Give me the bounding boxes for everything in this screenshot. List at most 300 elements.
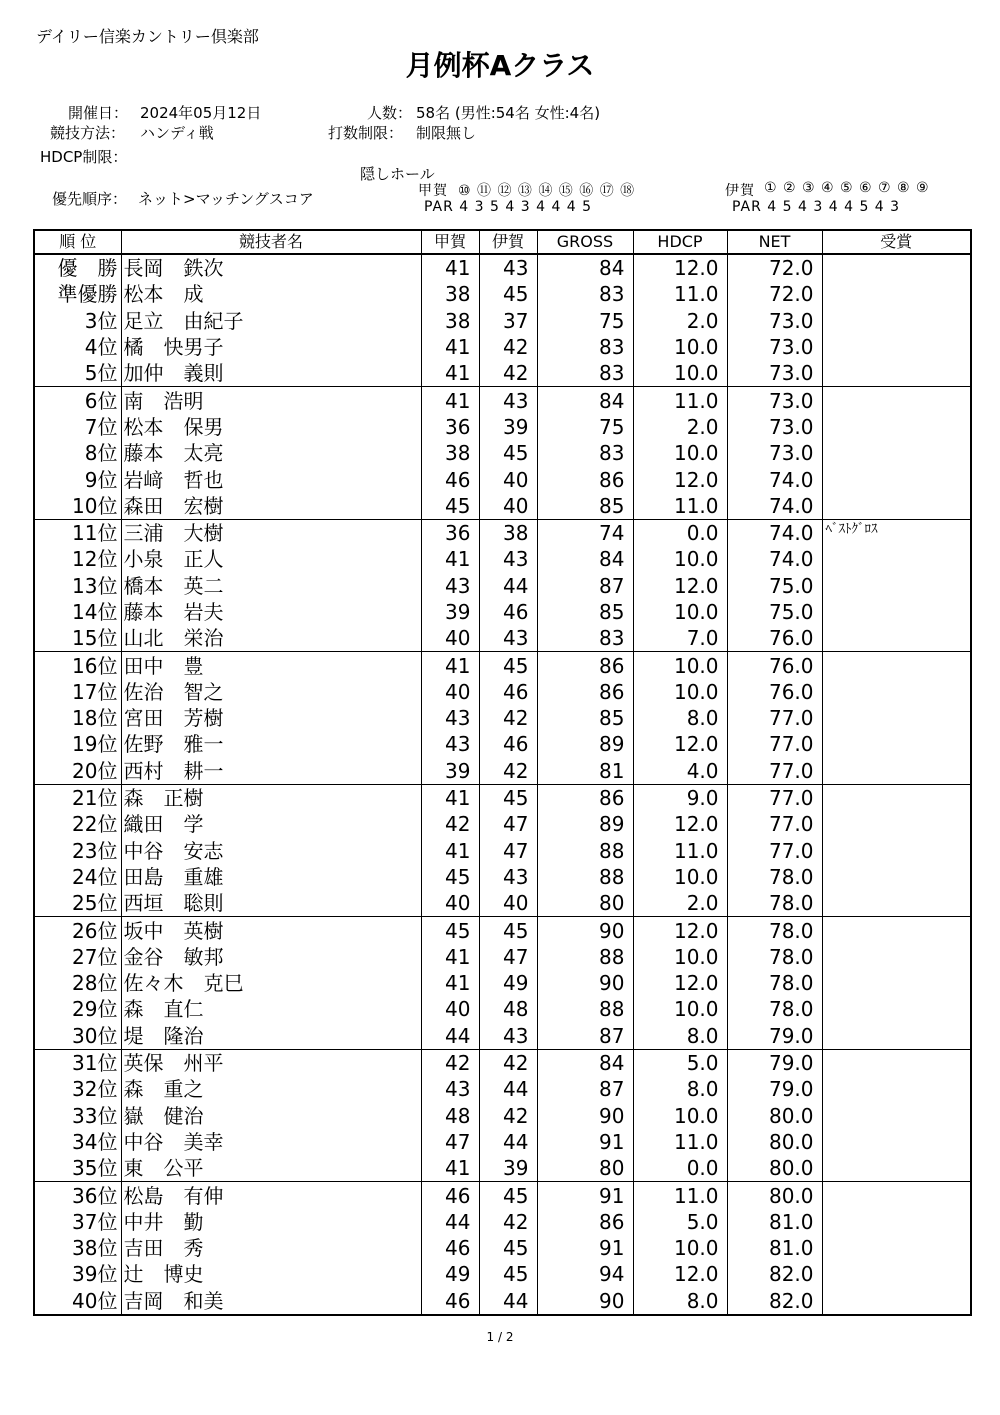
col-rank: 順 位 (34, 230, 121, 254)
cell-net: 78.0 (727, 996, 822, 1022)
table-row (34, 652, 971, 679)
priority-value: ネット>マッチングスコア (138, 190, 314, 208)
cell-gross: 88 (537, 944, 633, 970)
table-row (34, 917, 971, 944)
cell-rank: 29位 (72, 997, 118, 1022)
cell-kouga: 41 (421, 334, 479, 360)
table-row (34, 1261, 971, 1287)
cell-rank: 5位 (34, 360, 121, 387)
cell-net: 73.0 (727, 414, 822, 440)
cell-kouga: 42 (421, 811, 479, 837)
cell-net: 78.0 (727, 864, 822, 890)
cell-net: 78.0 (727, 970, 822, 996)
cell-net: 73.0 (727, 387, 822, 414)
cell-rank: 8位 (84, 441, 118, 466)
cell-hdcp: 12.0 (633, 254, 727, 281)
cell-name: 嶽 健治 (121, 1103, 421, 1129)
cell-rank: 31位 (72, 1051, 118, 1076)
cell-gross: 80 (537, 1155, 633, 1182)
cell-gross: 91 (537, 1235, 633, 1261)
cell-iga: 47 (479, 944, 537, 970)
cell-iga: 42 (479, 758, 537, 785)
cell-net: 82.0 (727, 1288, 822, 1315)
cell-iga: 47 (479, 838, 537, 864)
cell-net: 73.0 (727, 334, 822, 360)
cell-kouga: 43 (421, 573, 479, 599)
cell-name: 英保 州平 (121, 1049, 421, 1076)
cell-gross: 81 (537, 758, 633, 785)
cell-gross: 88 (537, 996, 633, 1022)
cell-award (822, 970, 971, 996)
cell-hdcp: 10.0 (633, 944, 727, 970)
cell-name: 織田 学 (121, 811, 421, 837)
cell-iga: 42 (479, 360, 537, 387)
cell-name: 橘 快男子 (121, 334, 421, 360)
cell-rank: 15位 (34, 625, 121, 652)
table-row (34, 838, 971, 864)
cell-name: 橋本 英二 (121, 573, 421, 599)
cell-gross: 83 (537, 281, 633, 307)
cell-rank: 26位 (72, 918, 118, 943)
cell-iga: 38 (479, 519, 537, 546)
cell-award (822, 599, 971, 625)
cell-kouga: 38 (421, 308, 479, 334)
cell-kouga: 40 (421, 996, 479, 1022)
cell-gross: 74 (537, 519, 633, 546)
cell-rank: 19位 (72, 732, 118, 757)
limit-label: 打数制限： (328, 124, 404, 142)
cell-name: 吉岡 和美 (121, 1288, 421, 1315)
cell-kouga: 45 (421, 864, 479, 890)
cell-award (822, 466, 971, 492)
cell-hdcp: 4.0 (633, 758, 727, 785)
cell-rank: 22位 (72, 812, 118, 837)
table-row (34, 599, 971, 625)
iga-label: 伊賀 (725, 183, 755, 199)
cell-name: 中谷 美幸 (121, 1129, 421, 1155)
cell-hdcp: 12.0 (633, 466, 727, 492)
cell-name: 松島 有伸 (121, 1182, 421, 1209)
cell-name: 西村 耕一 (121, 758, 421, 785)
cell-rank: 33位 (72, 1103, 118, 1128)
cell-net: 77.0 (727, 758, 822, 785)
cell-iga: 42 (479, 334, 537, 360)
cell-name: 田島 重雄 (121, 864, 421, 890)
table-row (34, 1209, 971, 1235)
cell-hdcp: 11.0 (633, 387, 727, 414)
cell-gross: 90 (537, 1288, 633, 1315)
cell-iga: 43 (479, 546, 537, 572)
cell-name: 三浦 大樹 (121, 519, 421, 546)
cell-name: 坂中 英樹 (121, 917, 421, 944)
cell-name: 長岡 鉄次 (121, 254, 421, 281)
cell-net: 77.0 (727, 784, 822, 811)
table-row (34, 440, 971, 466)
table-row (34, 731, 971, 757)
cell-kouga: 41 (421, 970, 479, 996)
cell-gross: 86 (537, 652, 633, 679)
cell-hdcp: 12.0 (633, 811, 727, 837)
cell-hdcp: 10.0 (633, 864, 727, 890)
cell-award (822, 864, 971, 890)
table-row (34, 387, 971, 414)
cell-kouga: 41 (421, 784, 479, 811)
cell-hdcp: 10.0 (633, 1235, 727, 1261)
cell-rank: 準優勝 (57, 282, 118, 307)
cell-net: 74.0 (727, 546, 822, 572)
cell-hdcp: 12.0 (633, 970, 727, 996)
cell-rank: 20位 (34, 758, 121, 785)
cell-gross: 84 (537, 546, 633, 572)
cell-net: 74.0 (727, 466, 822, 492)
date-value: 2024年05月12日 (140, 104, 262, 122)
cell-iga: 46 (479, 679, 537, 705)
table-row (34, 360, 971, 387)
table-row (34, 1155, 971, 1182)
cell-gross: 83 (537, 440, 633, 466)
cell-hdcp: 10.0 (633, 440, 727, 466)
hdcp-limit-label: HDCP制限： (40, 148, 128, 166)
cell-net: 79.0 (727, 1023, 822, 1050)
cell-kouga: 39 (421, 599, 479, 625)
cell-hdcp: 11.0 (633, 493, 727, 520)
cell-gross: 85 (537, 599, 633, 625)
cell-kouga: 44 (421, 1023, 479, 1050)
cell-name: 加仲 義則 (121, 360, 421, 387)
cell-rank: 37位 (72, 1209, 118, 1234)
table-row (34, 970, 971, 996)
cell-gross: 88 (537, 838, 633, 864)
cell-hdcp: 11.0 (633, 1129, 727, 1155)
cell-iga: 43 (479, 625, 537, 652)
cell-iga: 43 (479, 387, 537, 414)
cell-award (822, 1049, 971, 1076)
cell-rank: 23位 (72, 838, 118, 863)
cell-iga: 42 (479, 1049, 537, 1076)
table-row (34, 811, 971, 837)
cell-hdcp: 7.0 (633, 625, 727, 652)
cell-rank: 10位 (34, 493, 121, 520)
table-row (34, 1182, 971, 1209)
cell-kouga: 43 (421, 1076, 479, 1102)
cell-award (822, 811, 971, 837)
cell-award (822, 838, 971, 864)
cell-iga: 40 (479, 466, 537, 492)
cell-net: 75.0 (727, 573, 822, 599)
cell-kouga: 39 (421, 758, 479, 785)
cell-rank: 18位 (72, 706, 118, 731)
cell-rank: 40位 (72, 1288, 118, 1313)
cell-rank: 32位 (72, 1077, 118, 1102)
cell-gross: 84 (537, 1049, 633, 1076)
cell-rank: 36位 (72, 1183, 118, 1208)
cell-net: 74.0 (727, 493, 822, 520)
cell-rank: 7位 (84, 414, 118, 439)
page-title: 月例杯Aクラス (405, 49, 595, 82)
cell-award (822, 1076, 971, 1102)
cell-name: 森 直仁 (121, 996, 421, 1022)
cell-gross: 86 (537, 679, 633, 705)
cell-iga: 45 (479, 917, 537, 944)
cell-hdcp: 0.0 (633, 1155, 727, 1182)
cell-award (822, 758, 971, 785)
cell-award (822, 281, 971, 307)
table-row (34, 1076, 971, 1102)
table-row (34, 758, 971, 785)
cell-iga: 45 (479, 1182, 537, 1209)
cell-kouga: 47 (421, 1129, 479, 1155)
cell-name: 足立 由紀子 (121, 308, 421, 334)
cell-gross: 88 (537, 864, 633, 890)
method-label: 競技方法： (50, 124, 126, 142)
cell-iga: 45 (479, 440, 537, 466)
cell-gross: 86 (537, 784, 633, 811)
cell-net: 82.0 (727, 1261, 822, 1287)
cell-net: 76.0 (727, 679, 822, 705)
table-row (34, 944, 971, 970)
cell-award (822, 784, 971, 811)
table-row (34, 784, 971, 811)
cell-hdcp: 10.0 (633, 599, 727, 625)
page-number: 1 / 2 (486, 1330, 514, 1344)
cell-iga: 37 (479, 308, 537, 334)
cell-award (822, 890, 971, 917)
cell-name: 藤本 太亮 (121, 440, 421, 466)
cell-net: 76.0 (727, 652, 822, 679)
table-row (34, 890, 971, 917)
cell-rank: 34位 (72, 1129, 118, 1154)
cell-award (822, 493, 971, 520)
cell-iga: 49 (479, 970, 537, 996)
cell-hdcp: 10.0 (633, 334, 727, 360)
cell-kouga: 41 (421, 387, 479, 414)
cell-gross: 89 (537, 811, 633, 837)
cell-gross: 90 (537, 917, 633, 944)
cell-hdcp: 5.0 (633, 1049, 727, 1076)
cell-gross: 83 (537, 334, 633, 360)
cell-name: 小泉 正人 (121, 546, 421, 572)
cell-name: 藤本 岩夫 (121, 599, 421, 625)
col-iga: 伊賀 (479, 230, 537, 254)
cell-kouga: 46 (421, 1235, 479, 1261)
table-row (34, 1103, 971, 1129)
cell-iga: 46 (479, 731, 537, 757)
cell-gross: 83 (537, 625, 633, 652)
cell-net: 72.0 (727, 281, 822, 307)
col-hdcp: HDCP (633, 230, 727, 254)
cell-hdcp: 10.0 (633, 652, 727, 679)
cell-hdcp: 12.0 (633, 731, 727, 757)
cell-award (822, 1103, 971, 1129)
cell-rank: 6位 (84, 388, 118, 413)
cell-net: 78.0 (727, 917, 822, 944)
cell-iga: 40 (479, 493, 537, 520)
cell-iga: 42 (479, 1103, 537, 1129)
cell-award (822, 705, 971, 731)
cell-rank: 35位 (34, 1155, 121, 1182)
cell-hdcp: 8.0 (633, 1076, 727, 1102)
table-row (34, 1129, 971, 1155)
cell-award (822, 1235, 971, 1261)
cell-net: 79.0 (727, 1076, 822, 1102)
cell-net: 77.0 (727, 705, 822, 731)
cell-award (822, 944, 971, 970)
cell-net: 77.0 (727, 838, 822, 864)
cell-kouga: 49 (421, 1261, 479, 1287)
cell-gross: 84 (537, 254, 633, 281)
cell-net: 73.0 (727, 308, 822, 334)
cell-iga: 43 (479, 864, 537, 890)
cell-gross: 80 (537, 890, 633, 917)
cell-kouga: 46 (421, 1288, 479, 1315)
cell-iga: 44 (479, 1076, 537, 1102)
cell-hdcp: 10.0 (633, 679, 727, 705)
cell-award (822, 652, 971, 679)
cell-hdcp: 9.0 (633, 784, 727, 811)
cell-rank: 25位 (34, 890, 121, 917)
cell-iga: 48 (479, 996, 537, 1022)
cell-rank: 21位 (72, 786, 118, 811)
kouga-par: PAR 4 3 5 4 3 4 4 4 5 (424, 199, 593, 215)
cell-net: 74.0 (727, 519, 822, 546)
cell-kouga: 40 (421, 625, 479, 652)
cell-gross: 91 (537, 1182, 633, 1209)
cell-rank: 9位 (84, 467, 118, 492)
cell-hdcp: 10.0 (633, 1103, 727, 1129)
cell-iga: 45 (479, 1261, 537, 1287)
cell-kouga: 41 (421, 360, 479, 387)
cell-gross: 89 (537, 731, 633, 757)
cell-iga: 44 (479, 573, 537, 599)
cell-award (822, 308, 971, 334)
cell-award (822, 360, 971, 387)
table-row (34, 254, 971, 281)
cell-kouga: 43 (421, 705, 479, 731)
cell-net: 77.0 (727, 811, 822, 837)
table-row (34, 705, 971, 731)
cell-kouga: 44 (421, 1209, 479, 1235)
cell-hdcp: 10.0 (633, 996, 727, 1022)
cell-hdcp: 0.0 (633, 519, 727, 546)
cell-name: 東 公平 (121, 1155, 421, 1182)
cell-kouga: 45 (421, 917, 479, 944)
iga-par: PAR 4 5 4 3 4 4 5 4 3 (732, 199, 901, 215)
cell-gross: 87 (537, 573, 633, 599)
cell-rank: 11位 (72, 521, 118, 546)
limit-value: 制限無し (416, 124, 477, 142)
cell-net: 72.0 (727, 254, 822, 281)
cell-hdcp: 8.0 (633, 1023, 727, 1050)
cell-award (822, 1261, 971, 1287)
cell-iga: 45 (479, 281, 537, 307)
table-row (34, 414, 971, 440)
cell-kouga: 40 (421, 679, 479, 705)
cell-hdcp: 12.0 (633, 1261, 727, 1287)
cell-kouga: 46 (421, 1182, 479, 1209)
table-row (34, 573, 971, 599)
cell-name: 森田 宏樹 (121, 493, 421, 520)
cell-hdcp: 12.0 (633, 573, 727, 599)
cell-iga: 39 (479, 414, 537, 440)
table-row (34, 1023, 971, 1050)
cell-name: 中井 勤 (121, 1209, 421, 1235)
cell-award (822, 1182, 971, 1209)
cell-gross: 91 (537, 1129, 633, 1155)
cell-rank: 17位 (72, 679, 118, 704)
cell-gross: 86 (537, 466, 633, 492)
cell-gross: 87 (537, 1076, 633, 1102)
cell-award (822, 679, 971, 705)
cell-hdcp: 8.0 (633, 1288, 727, 1315)
table-header-row (34, 230, 971, 254)
table-row (34, 1288, 971, 1315)
cell-iga: 44 (479, 1288, 537, 1315)
hidden-hole-label: 隠しホール (360, 165, 435, 183)
cell-net: 73.0 (727, 360, 822, 387)
cell-award (822, 254, 971, 281)
cell-net: 75.0 (727, 599, 822, 625)
iga-holes: ① ② ③ ④ ⑤ ⑥ ⑦ ⑧ ⑨ (764, 180, 930, 196)
club-name: デイリー信楽カントリー倶楽部 (36, 27, 259, 46)
results-table (33, 229, 972, 1316)
cell-hdcp: 11.0 (633, 838, 727, 864)
cell-kouga: 41 (421, 838, 479, 864)
cell-award (822, 1129, 971, 1155)
cell-net: 73.0 (727, 440, 822, 466)
cell-hdcp: 11.0 (633, 1182, 727, 1209)
cell-award (822, 1155, 971, 1182)
cell-kouga: 42 (421, 1049, 479, 1076)
cell-rank: 38位 (72, 1236, 118, 1261)
cell-rank: 28位 (72, 971, 118, 996)
cell-iga: 43 (479, 254, 537, 281)
kouga-label: 甲賀 (418, 183, 448, 199)
cell-hdcp: 2.0 (633, 308, 727, 334)
cell-hdcp: 10.0 (633, 360, 727, 387)
cell-gross: 94 (537, 1261, 633, 1287)
table-row (34, 334, 971, 360)
cell-kouga: 41 (421, 254, 479, 281)
table-row (34, 996, 971, 1022)
table-row (34, 308, 971, 334)
col-kouga: 甲賀 (421, 230, 479, 254)
cell-award (822, 334, 971, 360)
table-row (34, 466, 971, 492)
cell-kouga: 38 (421, 440, 479, 466)
cell-name: 松本 成 (121, 281, 421, 307)
cell-award: ﾍﾞｽﾄｸﾞﾛｽ (822, 519, 971, 546)
cell-name: 佐野 雅一 (121, 731, 421, 757)
priority-label: 優先順序： (52, 190, 128, 208)
col-award: 受賞 (822, 230, 971, 254)
cell-iga: 44 (479, 1129, 537, 1155)
cell-gross: 87 (537, 1023, 633, 1050)
cell-name: 松本 保男 (121, 414, 421, 440)
cell-kouga: 48 (421, 1103, 479, 1129)
cell-rank: 12位 (72, 547, 118, 572)
cell-net: 80.0 (727, 1182, 822, 1209)
cell-gross: 90 (537, 1103, 633, 1129)
cell-gross: 85 (537, 705, 633, 731)
cell-net: 81.0 (727, 1235, 822, 1261)
cell-name: 辻 博史 (121, 1261, 421, 1287)
cell-award (822, 546, 971, 572)
cell-name: 森 重之 (121, 1076, 421, 1102)
cell-iga: 46 (479, 599, 537, 625)
cell-gross: 75 (537, 308, 633, 334)
cell-rank: 24位 (72, 864, 118, 889)
cell-kouga: 46 (421, 466, 479, 492)
